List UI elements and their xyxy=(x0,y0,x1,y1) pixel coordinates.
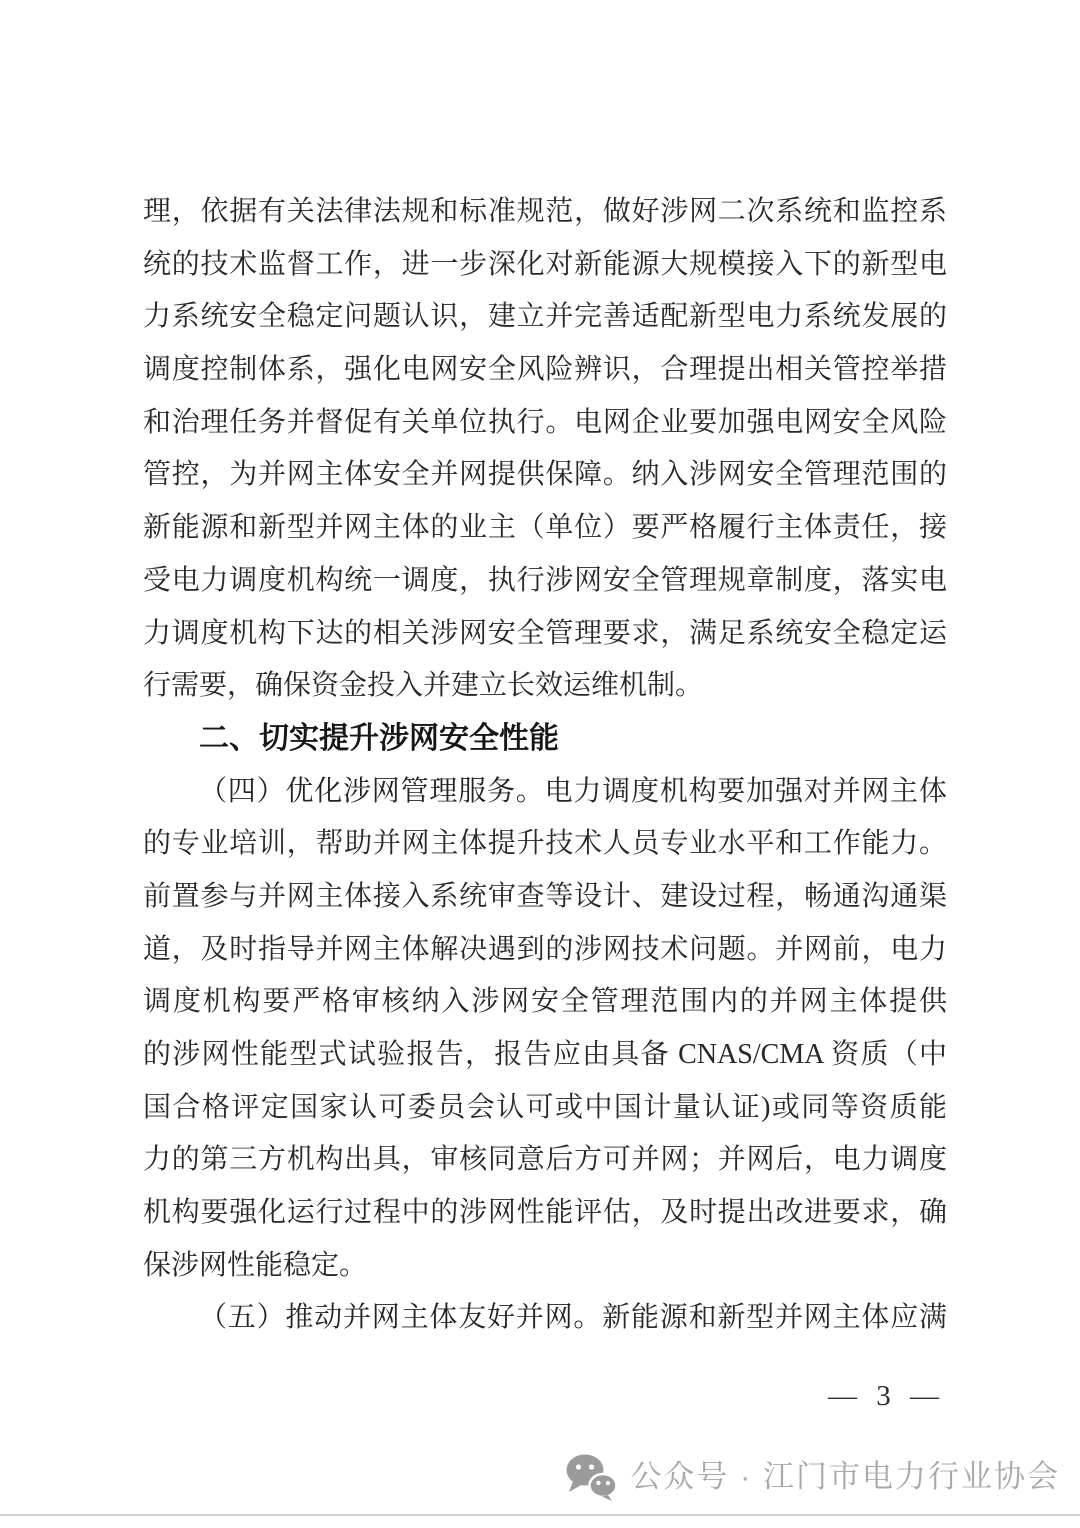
text-line: 行需要，确保资金投入并建立长效运维机制。 xyxy=(143,670,704,702)
text-line: 道，及时指导并网主体解决遇到的涉网技术问题。并网前，电力 xyxy=(143,933,947,965)
text-line: 的专业培训，帮助并网主体提升技术人员专业水平和工作能力。 xyxy=(143,828,947,860)
text-line xyxy=(143,766,947,819)
text-line: 受电力调度机构统一调度，执行涉网安全管理规章制度，落实电 xyxy=(143,564,947,596)
item-5-text: 新能源和新型并网主体应满 xyxy=(602,1302,947,1334)
wechat-icon xyxy=(564,1453,618,1501)
text-line: 和治理任务并督促有关单位执行。电网企业要加强电网安全风险 xyxy=(143,406,947,438)
text-line: 保涉网性能稳定。 xyxy=(143,1249,368,1281)
section-heading: 二、切实提升涉网安全性能 xyxy=(199,721,559,755)
document-body xyxy=(143,186,947,1345)
wechat-account-label: 公众号 · 江门市电力行业协会 xyxy=(630,1459,1060,1494)
wechat-watermark xyxy=(564,1452,1060,1502)
text-line: 理，依据有关法律法规和标准规范，做好涉网二次系统和监控系 xyxy=(143,196,947,227)
text-line: 的涉网性能型式试验报告，报告应由具备 CNAS/CMA 资质（中 xyxy=(143,1039,947,1070)
text-line: 国合格评定国家认可委员会认可或中国计量认证)或同等资质能 xyxy=(143,1091,947,1123)
text-line: 统的技术监督工作，进一步深化对新能源大规模接入下的新型电 xyxy=(143,248,947,280)
text-line: 新能源和新型并网主体的业主（单位）要严格履行主体责任，接 xyxy=(143,512,947,544)
text-line xyxy=(143,1292,947,1345)
item-5-lead: （五）推动并网主体友好并网。 xyxy=(199,1302,603,1334)
text-line: 调度控制体系，强化电网安全风险辨识，合理提出相关管控举措 xyxy=(143,354,947,386)
text-line: 力的第三方机构出具，审核同意后方可并网；并网后，电力调度 xyxy=(143,1144,947,1176)
text-line: 机构要强化运行过程中的涉网性能评估，及时提出改进要求，确 xyxy=(143,1197,947,1229)
text-line: 前置参与并网主体接入系统审查等设计、建设过程，畅通沟通渠 xyxy=(143,880,947,912)
footer-divider xyxy=(0,1514,1080,1516)
text-line: 管控，为并网主体安全并网提供保障。纳入涉网安全管理范围的 xyxy=(143,459,947,491)
text-line: 调度机构要严格审核纳入涉网安全管理范围内的并网主体提供 xyxy=(143,986,947,1018)
item-4-lead: （四）优化涉网管理服务。 xyxy=(199,775,545,807)
item-4-text: 电力调度机构要加强对并网主体 xyxy=(544,775,947,807)
page-number: — 3 — xyxy=(828,1380,945,1412)
text-line: 力调度机构下达的相关涉网安全管理要求，满足系统安全稳定运 xyxy=(143,617,947,649)
text-line: 力系统安全稳定问题认识，建立并完善适配新型电力系统发展的 xyxy=(143,301,947,333)
